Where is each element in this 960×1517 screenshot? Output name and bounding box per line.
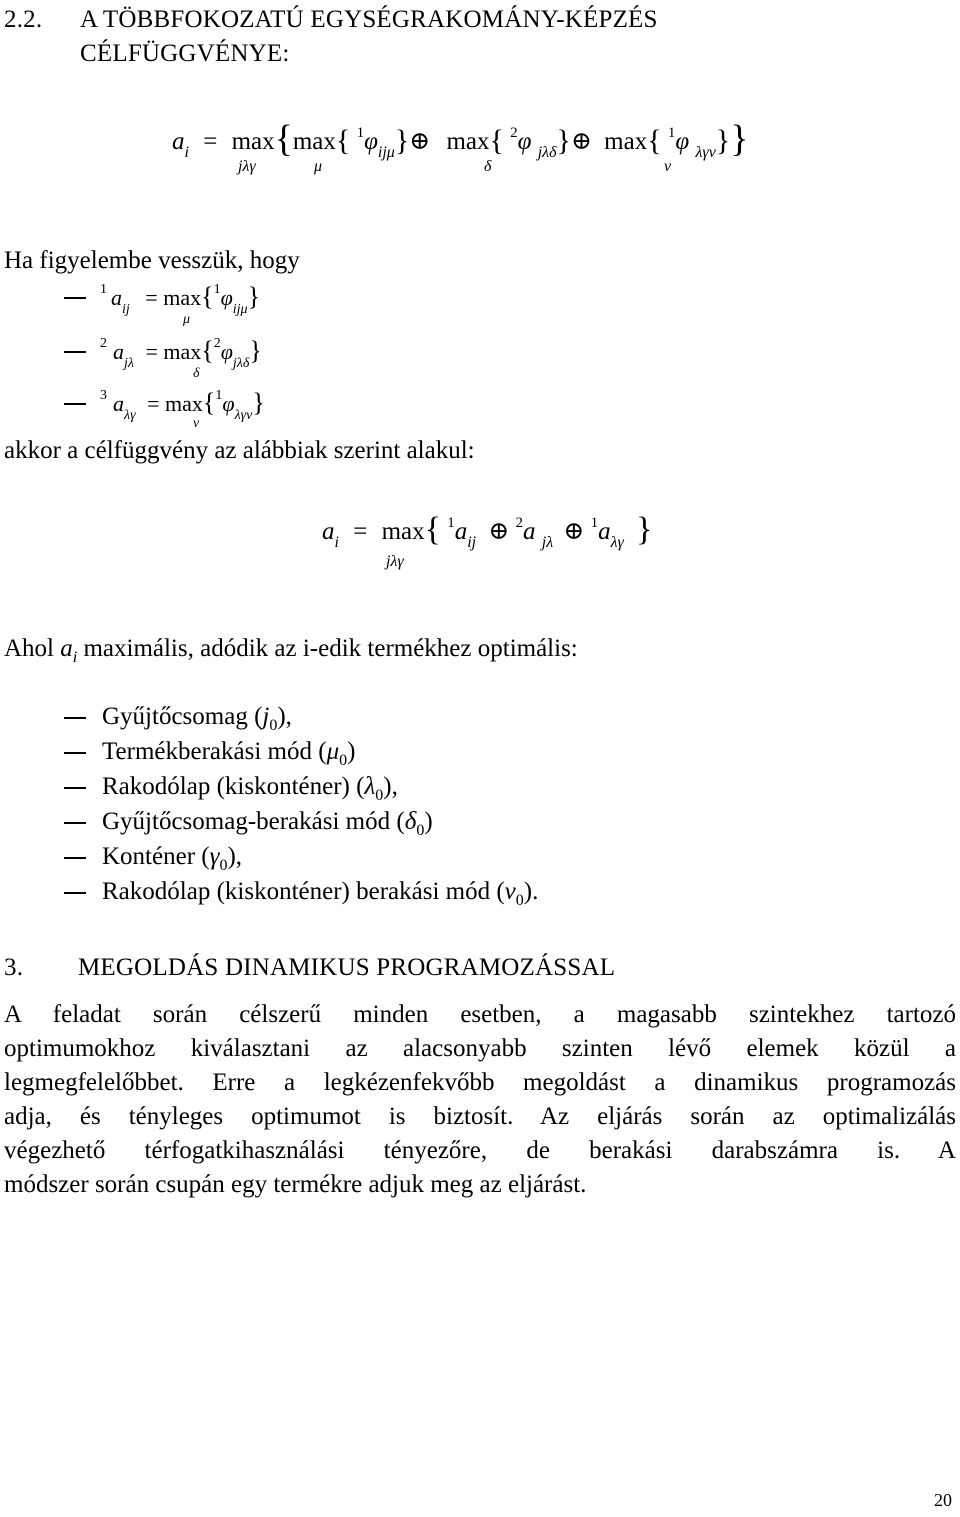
list-item-sub: 0: [219, 857, 228, 874]
result-oplus-2: ⊕: [563, 518, 585, 545]
phi2-sub: jλδ: [537, 144, 557, 161]
def2-brace-open: {: [201, 336, 214, 365]
list-item-symbol: j: [262, 703, 270, 730]
list-item-tail: ),: [227, 843, 243, 870]
formula-max-delta: max: [446, 128, 490, 155]
list-item-symbol: μ: [326, 738, 340, 765]
list-item: [102, 702, 292, 735]
list-item-symbol: λ: [364, 773, 376, 800]
def2-eq: =: [145, 339, 158, 364]
brace-open-2: {: [489, 124, 504, 157]
paragraph-line: A feladat során célszerű minden esetben, a magasabb szintekhez tartozó: [4, 1001, 956, 1028]
def3-phisup: 1: [215, 388, 223, 403]
ahol-var: a: [60, 635, 73, 662]
list-item: [102, 807, 433, 840]
def1-under: μ: [183, 312, 191, 327]
ahol-line: [4, 634, 578, 667]
def3-phisub: λγν: [234, 408, 253, 423]
paragraph-line: módszer során csupán egy termékre adjuk meg az eljárást.: [4, 1171, 587, 1198]
result-lhs: a: [322, 518, 335, 545]
list-item-tail: ),: [277, 703, 292, 730]
list-item-text: Gyűjtőcsomag-berakási mód (: [102, 808, 405, 835]
list-item-text: Rakodólap (kiskonténer) berakási mód (: [102, 878, 505, 905]
def-row-3: [100, 388, 265, 423]
section-title-line1: A TÖBBFOKOZATÚ EGYSÉGRAKOMÁNY-KÉPZÉS: [80, 6, 658, 33]
phi3-sub: λγν: [695, 144, 716, 161]
list-item-sub: 0: [269, 717, 278, 734]
result-t1-sup: 1: [447, 515, 455, 531]
def2-var: a: [113, 339, 124, 364]
brace-close-2: }: [556, 124, 571, 157]
def1-var: a: [111, 285, 122, 310]
def2-brace-close: }: [249, 336, 262, 365]
result-t2-sub: jλ: [541, 534, 554, 551]
result-t3-sub: λγ: [610, 534, 624, 551]
def2-under: δ: [193, 366, 200, 381]
under-nu: ν: [664, 158, 672, 175]
def3-eq: =: [147, 391, 160, 416]
def2-sub: jλ: [124, 356, 134, 371]
result-t2-sup: 2: [515, 515, 524, 531]
def3-brace-close: }: [252, 388, 265, 417]
list-dash: [64, 351, 86, 353]
section-title-line2: CÉLFÜGGVÉNYE:: [80, 40, 290, 67]
list-dash: [64, 297, 86, 299]
list-dash: [64, 787, 86, 789]
result-oplus-1: ⊕: [488, 518, 510, 545]
formula-equals: =: [203, 128, 218, 155]
def-row-1: [100, 282, 261, 317]
paragraph-line: optimumokhoz kiválasztani az alacsonyabb szinten lévő elemek közül a: [4, 1035, 956, 1062]
result-formula: [322, 511, 653, 551]
list-item: [102, 842, 242, 875]
result-brace-open: {: [424, 511, 441, 548]
list-item: [102, 772, 398, 805]
list-dash: [64, 892, 86, 894]
result-brace-close: }: [636, 511, 653, 548]
result-under: jλγ: [386, 553, 404, 570]
list-item-tail: ): [424, 808, 433, 835]
section3-title: MEGOLDÁS DINAMIKUS PROGRAMOZÁSSAL: [78, 954, 616, 981]
def1-brace-open: {: [201, 282, 214, 311]
phi1: φ: [364, 128, 378, 155]
list-item-symbol: δ: [404, 808, 417, 835]
result-t2-var: a: [523, 518, 536, 545]
def2-phisup: 2: [213, 336, 221, 351]
paragraph-line: legmegfelelőbbet. Erre a legkézenfekvőbb megoldást a dinamikus programozás: [4, 1069, 956, 1096]
under-mu: μ: [314, 158, 323, 175]
section3-number: 3.: [4, 954, 24, 981]
section-number: 2.2.: [4, 6, 43, 33]
brace-close-1: }: [394, 124, 410, 157]
def1-sup: 1: [100, 282, 107, 297]
def2-sup: 2: [100, 336, 107, 351]
def2-max: max: [163, 339, 202, 364]
list-dash: [64, 752, 86, 754]
formula-max-outer: max: [231, 128, 275, 155]
list-dash: [64, 857, 86, 859]
brace-open-1: {: [335, 124, 351, 157]
list-item: [102, 737, 355, 770]
phi3: φ: [675, 128, 690, 155]
brace-open-3: {: [647, 124, 662, 157]
def3-under: ν: [193, 416, 200, 431]
phi2-sup: 2: [510, 125, 518, 141]
def1-max: max: [163, 285, 202, 310]
list-dash: [64, 403, 86, 405]
def3-phi: φ: [222, 391, 235, 416]
phi1-sup: 1: [356, 125, 365, 141]
phi2: φ: [517, 128, 532, 155]
list-item-text: Rakodólap (kiskonténer) (: [102, 773, 365, 800]
def2-phi: φ: [220, 339, 233, 364]
main-formula: [172, 118, 749, 161]
result-lhs-sub: i: [334, 534, 339, 551]
under-outer: jλγ: [238, 158, 256, 175]
result-t3-var: a: [598, 518, 611, 545]
list-item-sub: 0: [416, 822, 425, 839]
oplus-2: ⊕: [570, 128, 592, 155]
list-item-symbol: γ: [209, 843, 220, 870]
intro-text: Ha figyelembe vesszük, hogy: [4, 247, 300, 274]
def2-phisub: jλδ: [232, 356, 250, 371]
def1-eq: =: [145, 285, 158, 310]
phi3-sup: 1: [667, 125, 676, 141]
def1-phisup: 1: [213, 282, 221, 297]
list-item-sub: 0: [515, 892, 524, 909]
page-number: 20: [934, 1490, 952, 1510]
formula-lhs-sub: i: [184, 144, 189, 161]
formula-max-nu: max: [604, 128, 648, 155]
paragraph-line: adja, és tényleges optimumot is biztosít. Az eljárás során az optimalizálás: [4, 1103, 956, 1130]
outer-brace-open: {: [274, 118, 293, 160]
def1-brace-close: }: [247, 282, 261, 311]
list-item-sub: 0: [375, 787, 384, 804]
def-row-2: [100, 336, 262, 371]
list-dash: [64, 717, 86, 719]
def3-sup: 3: [100, 388, 107, 403]
formula-max-mu: max: [292, 128, 336, 155]
oplus-1: ⊕: [409, 128, 431, 155]
phi1-sub: ijμ: [377, 144, 395, 161]
result-t3-sup: 1: [590, 515, 599, 531]
def3-sub: λγ: [124, 408, 136, 423]
list-item-tail: ),: [383, 773, 398, 800]
list-item-text: Konténer (: [102, 843, 210, 870]
list-item-sub: 0: [339, 752, 348, 769]
list-item-text: Gyűjtőcsomag (: [102, 703, 263, 730]
def3-max: max: [165, 391, 203, 416]
result-eq: =: [353, 518, 368, 545]
list-item-tail: ).: [523, 878, 539, 905]
ahol-sub: i: [72, 649, 78, 666]
formula-lhs: a: [172, 128, 185, 155]
list-item: [102, 877, 538, 910]
list-item-text: Termékberakási mód (: [102, 738, 327, 765]
brace-close-3: }: [715, 124, 731, 157]
result-max: max: [381, 518, 425, 545]
under-delta: δ: [484, 158, 492, 175]
def1-phisub: ijμ: [232, 302, 248, 317]
ahol-pre: Ahol: [4, 635, 61, 662]
result-t1-var: a: [454, 518, 468, 545]
list-item-tail: ): [347, 738, 356, 765]
outer-brace-close: }: [730, 118, 749, 160]
list-dash: [64, 822, 86, 824]
def3-var: a: [113, 391, 124, 416]
def1-sub: ij: [122, 302, 130, 317]
then-text: akkor a célfüggvény az alábbiak szerint alakul:: [4, 437, 475, 464]
result-t1-sub: ij: [467, 534, 477, 551]
ahol-post: maximális, adódik az i-edik termékhez optimális:: [77, 635, 578, 662]
paragraph-line: végezhető térfogatkihasználási tényezőre, de berakási darabszámra is. A: [4, 1137, 956, 1164]
list-item-symbol: ν: [504, 878, 516, 905]
def1-phi: φ: [220, 285, 233, 310]
def3-brace-open: {: [202, 388, 216, 417]
